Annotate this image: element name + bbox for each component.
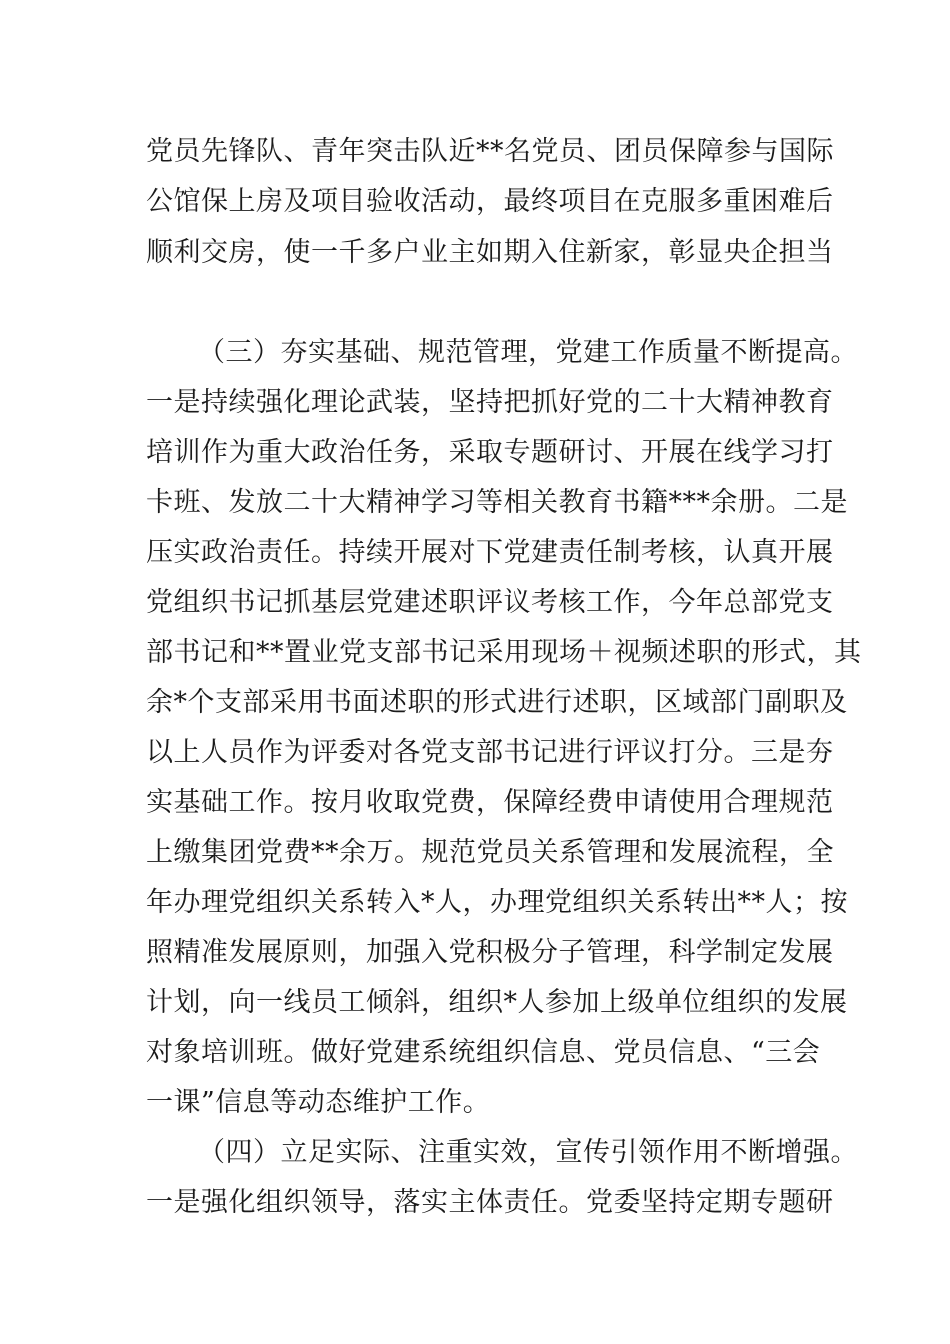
paragraph-line: 培训作为重大政治任务，采取专题研讨、开展在线学习打 — [146, 437, 834, 468]
paragraph-line: 一课”信息等动态维护工作。 — [146, 1087, 491, 1118]
section-heading: （三）夯实基础、规范管理，党建工作质量不断提高。 — [198, 337, 858, 368]
paragraph-line: 照精准发展原则，加强入党积极分子管理，科学制定发展 — [146, 937, 834, 968]
paragraph-line: 对象培训班。做好党建系统组织信息、党员信息、“三会 — [146, 1037, 821, 1068]
paragraph-line: 党组织书记抓基层党建述职评议考核工作，今年总部党支 — [146, 587, 834, 618]
paragraph-line: 卡班、发放二十大精神学习等相关教育书籍***余册。二是 — [146, 487, 848, 518]
paragraph-line: 以上人员作为评委对各党支部书记进行评议打分。三是夯 — [146, 737, 834, 768]
section-heading: （四）立足实际、注重实效，宣传引领作用不断增强。 — [198, 1137, 858, 1168]
paragraph-line: 一是强化组织领导，落实主体责任。党委坚持定期专题研 — [146, 1187, 834, 1218]
paragraph-line: 一是持续强化理论武装，坚持把抓好党的二十大精神教育 — [146, 387, 834, 418]
paragraph-line: 顺利交房，使一千多户业主如期入住新家，彰显央企担当 — [146, 237, 834, 268]
paragraph-line: 余*个支部采用书面述职的形式进行述职，区域部门副职及 — [146, 687, 848, 718]
paragraph-line: 实基础工作。按月收取党费，保障经费申请使用合理规范 — [146, 787, 834, 818]
paragraph-line: 党员先锋队、青年突击队近**名党员、团员保障参与国际 — [146, 136, 834, 167]
paragraph-line: 上缴集团党费**余万。规范党员关系管理和发展流程，全 — [146, 837, 834, 868]
paragraph-line: 公馆保上房及项目验收活动，最终项目在克服多重困难后 — [146, 186, 834, 217]
paragraph-line: 压实政治责任。持续开展对下党建责任制考核，认真开展 — [146, 537, 834, 568]
paragraph-line: 部书记和**置业党支部书记采用现场＋视频述职的形式，其 — [146, 637, 862, 668]
paragraph-line: 年办理党组织关系转入*人，办理党组织关系转出**人；按 — [146, 887, 848, 918]
paragraph-line: 计划，向一线员工倾斜，组织*人参加上级单位组织的发展 — [146, 987, 848, 1018]
